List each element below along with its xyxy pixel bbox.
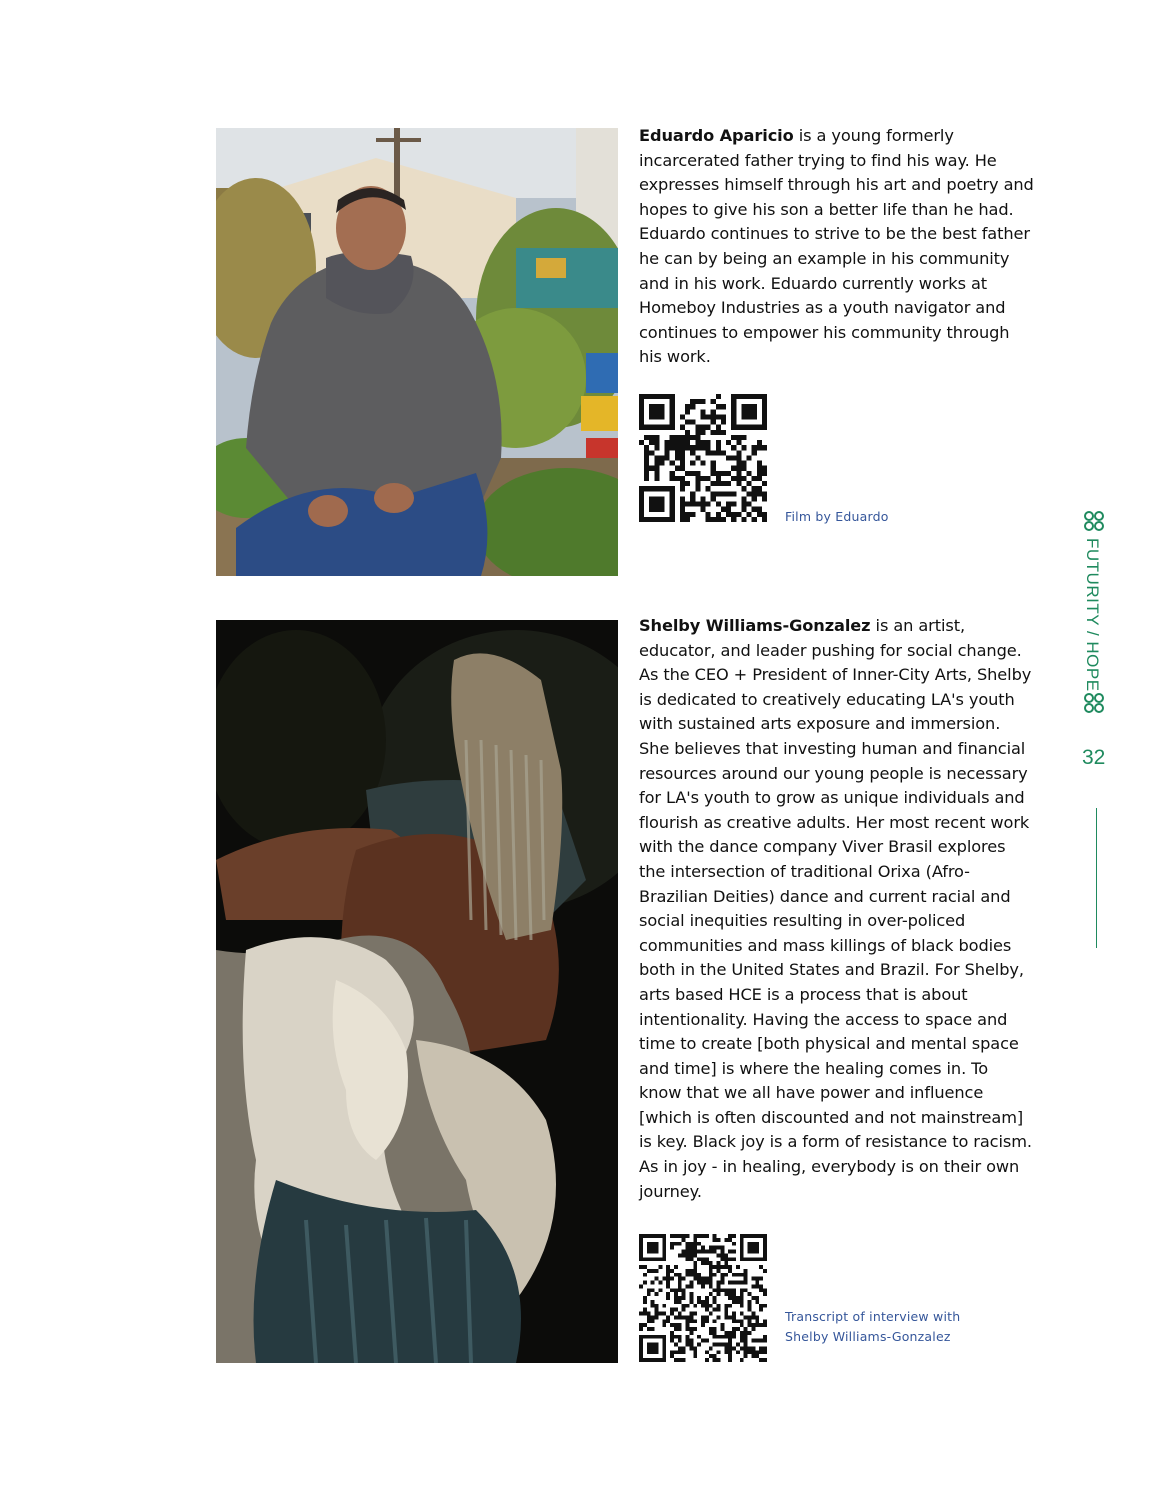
photo-eduardo <box>216 128 618 576</box>
qr-code-film-link[interactable] <box>639 394 767 522</box>
sidebar-divider <box>1096 808 1097 948</box>
qr-code-pattern <box>639 394 767 522</box>
qr-code-transcript-link[interactable] <box>639 1234 767 1362</box>
qr-caption-transcript: Transcript of interview with Shelby Williams-Gonzalez <box>785 1309 961 1344</box>
bio-shelby <box>639 614 1034 1204</box>
bio-text: is a young formerly incarcerated father trying to find his way. He expresses himself through his art and poetry and hopes to give his son a better life than he had. Eduardo continues to strive to be the best father he can by being an example in his community and in his work. Eduardo currently works at Homeboy Industries as a youth navigator and continues to empower his community through his work. <box>639 126 1034 367</box>
person-name: Eduardo Aparicio <box>639 126 794 145</box>
page-number: 32 <box>1082 746 1106 769</box>
bio-eduardo <box>639 124 1034 370</box>
clover-icon <box>1083 510 1105 532</box>
clover-icon <box>1083 692 1105 714</box>
section-label: FUTURITY / HOPE <box>1083 538 1102 692</box>
bio-text: is an artist, educator, and leader pushing for social change. As the CEO + President of Inner-City Arts, Shelby is dedicated to creatively educating LA's youth with sustained arts exposure and immersion. She believes that investing human and financial resources around our young people is necessary for LA's youth to grow as unique individuals and flourish as creative adults. Her most recent work with the dance company Viver Brasil explores the intersection of traditional Orixa (Afro-Brazilian Deities) dance and current racial and social inequities resulting in over-policed communities and mass killings of black bodies both in the United States and Brazil. For Shelby, arts based HCE is a process that is about intentionality. Having the access to space and time to create [both physical and mental space and time] is where the healing comes in. To know that we all have power and influence [which is often discounted and not mainstream] is key. Black joy is a form of resistance to racism. As in joy - in healing, everybody is on their own journey. <box>639 616 1032 1201</box>
photo-shelby-dancer <box>216 620 618 1363</box>
qr-code-pattern <box>639 1234 767 1362</box>
qr-caption-film: Film by Eduardo <box>785 509 889 524</box>
section-sidebar <box>1080 510 1108 715</box>
person-name: Shelby Williams-Gonzalez <box>639 616 871 635</box>
